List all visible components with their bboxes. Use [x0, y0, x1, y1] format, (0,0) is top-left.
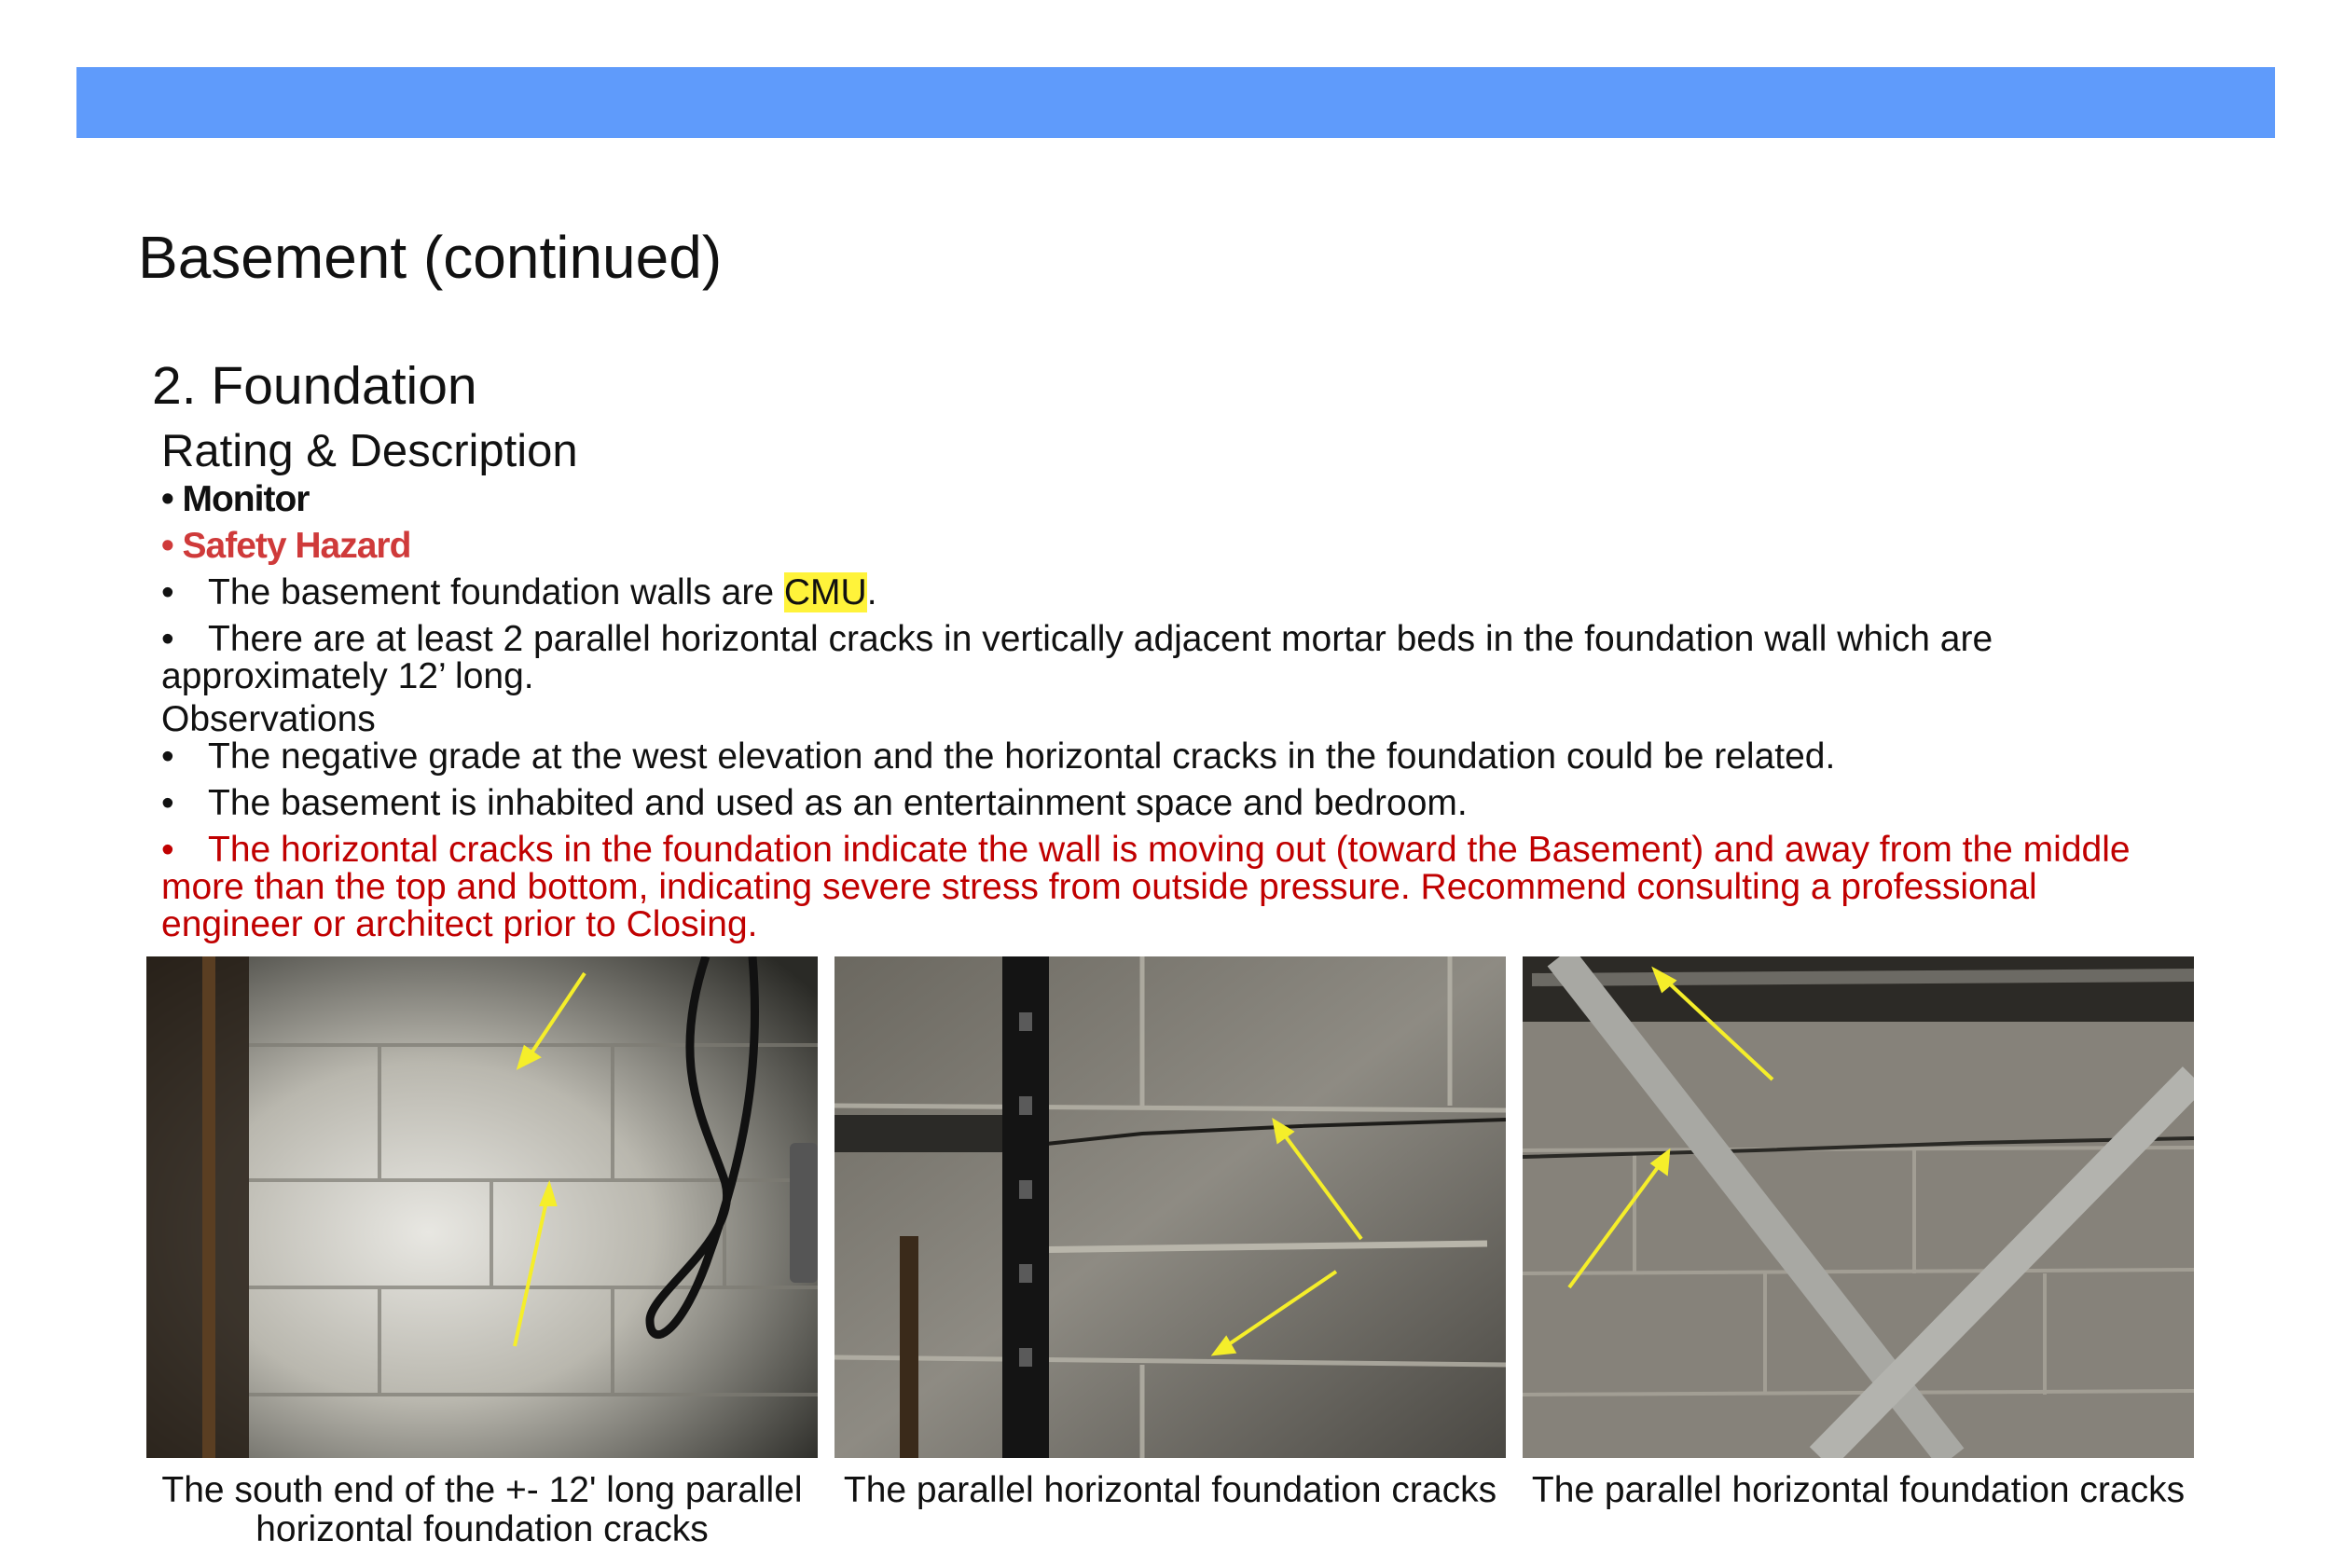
foundation-photo-3: [1523, 956, 2194, 1458]
observations-heading: Observations: [161, 699, 376, 739]
photo-2-caption: The parallel horizontal foundation cracks: [843, 1470, 1497, 1510]
photo-1-caption: The south end of the +- 12' long parallel horizontal foundation cracks: [161, 1470, 803, 1549]
rating-safety-label: Safety Hazard: [182, 526, 411, 566]
crack-text: There are at least 2 parallel horizontal cracks in vertically adjacent mortar beds in the foundation wall which are approximately 12’ long.: [161, 619, 1993, 696]
bullet: •: [161, 619, 174, 659]
cmu-prefix: The basement foundation walls are: [208, 572, 784, 612]
bullet: •: [161, 783, 174, 823]
cmu-highlight: CMU: [783, 572, 867, 612]
photo-3-image: [1523, 956, 2194, 1458]
bullet: •: [161, 830, 174, 870]
header-bar: [76, 67, 2275, 138]
rating-monitor: [161, 481, 2138, 518]
rating-monitor-label: Monitor: [182, 479, 310, 519]
foundation-photo-1: [146, 956, 818, 1458]
observation-warning-text: The horizontal cracks in the foundation indicate the wall is moving out (toward the Basement) and away from the middle more than the top and bottom, indicating severe stress from outside pressure. Recommend consulting a professional engineer or architect prior to Closing.: [161, 830, 2131, 944]
observation-text: The negative grade at the west elevation and the horizontal cracks in the foundation could be related.: [208, 736, 1836, 777]
observation-warning: [161, 832, 2138, 943]
observation-item: [161, 785, 2138, 822]
cmu-suffix: .: [866, 572, 877, 612]
crack-line: [161, 621, 2138, 695]
page-title: Basement (continued): [138, 224, 723, 291]
photo-2-image: [834, 956, 1506, 1458]
observation-text: The basement is inhabited and used as an entertainment space and bedroom.: [208, 783, 1468, 823]
cmu-line: [161, 574, 2138, 612]
foundation-photo-2: [834, 956, 1506, 1458]
section-title: 2. Foundation: [152, 356, 477, 416]
photo-3-caption: The parallel horizontal foundation cracks: [1531, 1470, 2186, 1510]
report-text: [161, 425, 2138, 943]
rating-heading: Rating & Description: [161, 426, 578, 476]
observation-item: [161, 738, 2138, 776]
bullet: •: [161, 526, 173, 566]
photo-1-image: [146, 956, 818, 1458]
rating-safety-hazard: [161, 528, 2138, 565]
bullet: •: [161, 736, 174, 777]
bullet: •: [161, 479, 173, 519]
bullet: •: [161, 572, 174, 612]
